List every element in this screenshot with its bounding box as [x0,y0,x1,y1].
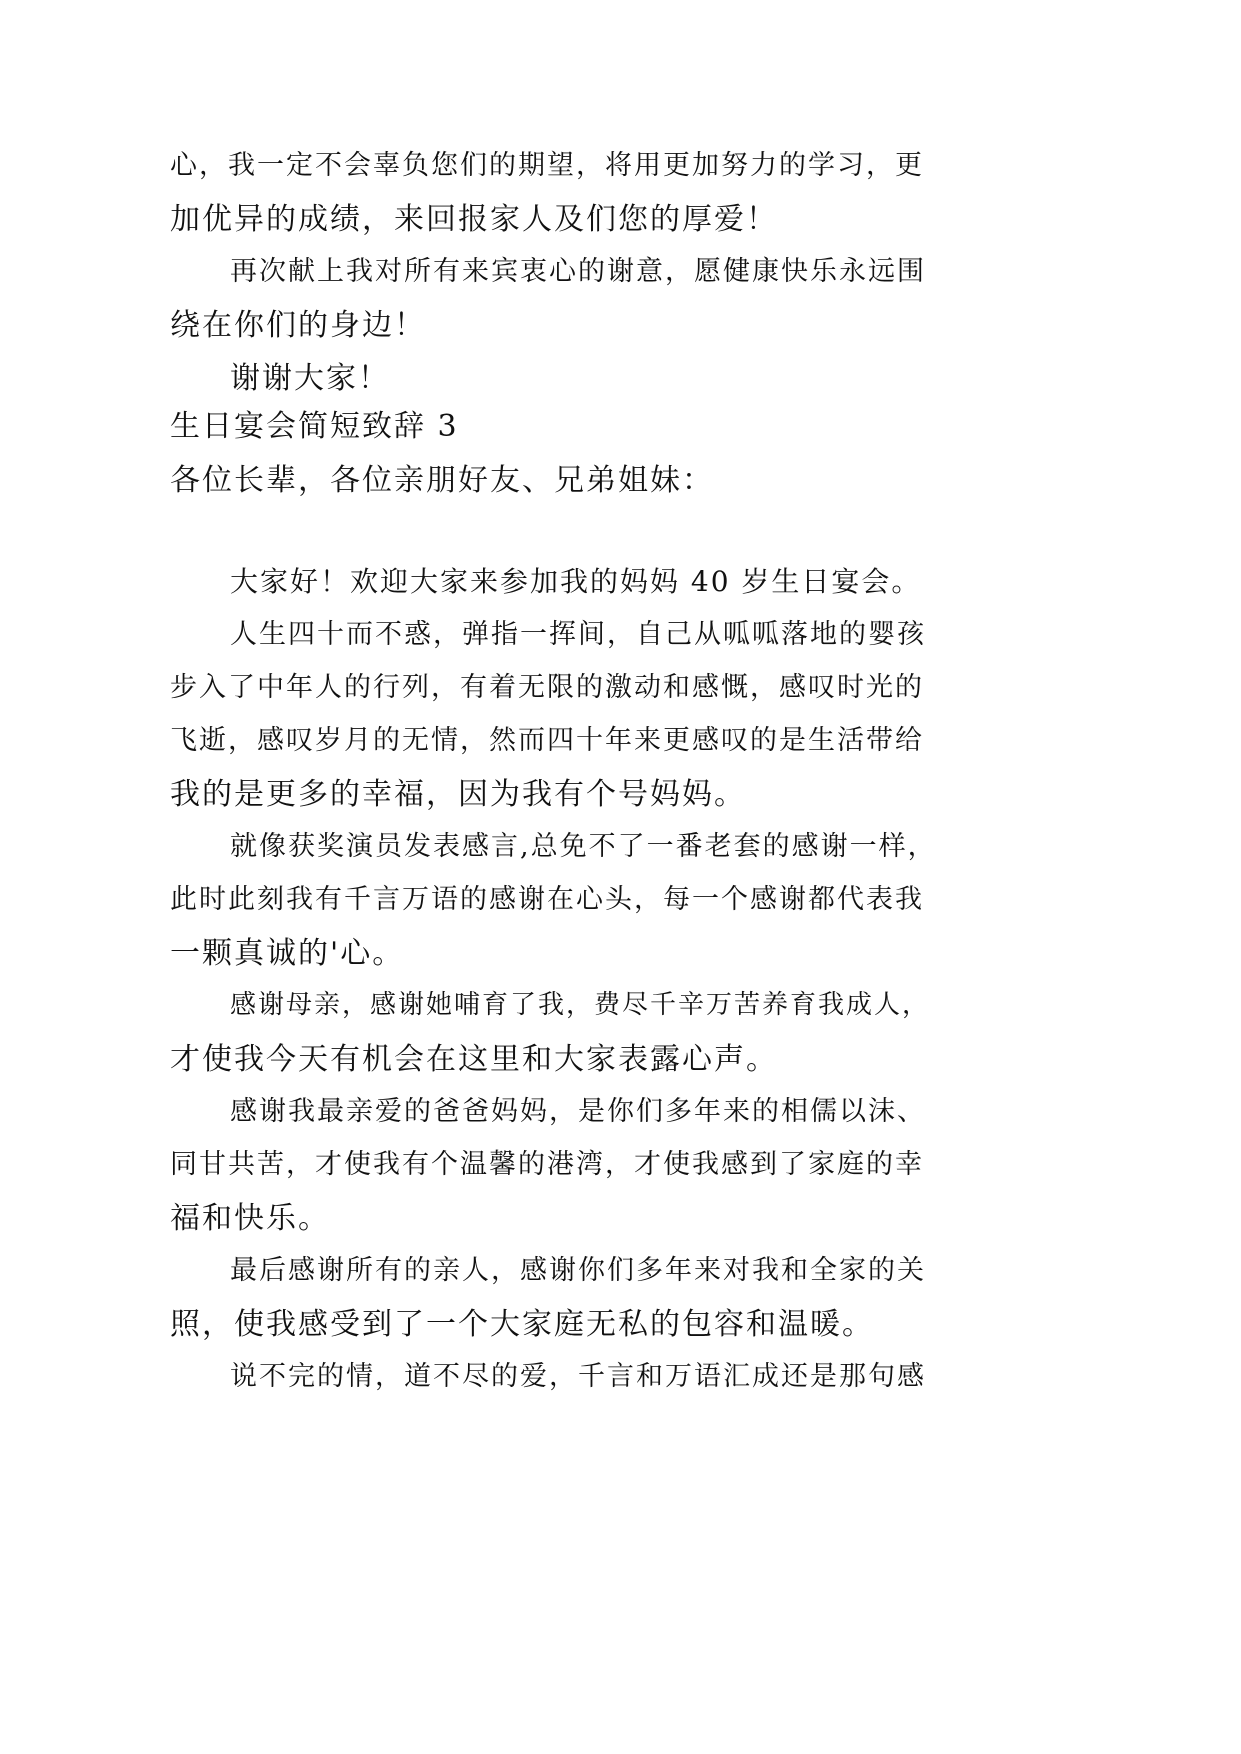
text-line: 此时此刻我有千言万语的感谢在心头，每一个感谢都代表我 [170,884,924,915]
text-line: 同甘共苦，才使我有个温馨的港湾，才使我感到了家庭的幸 [170,1149,924,1180]
text-line: 谢谢大家！ [230,361,390,396]
text-line: 最后感谢所有的亲人，感谢你们多年来对我和全家的关 [230,1255,926,1286]
text-line: 大家好！欢迎大家来参加我的妈妈 40 岁生日宴会。 [230,565,922,598]
text-line: 加优异的成绩，来回报家人及们您的厚爱！ [170,202,778,237]
section-heading: 生日宴会简短致辞 3 [170,409,459,444]
text-line: 人生四十而不惑，弹指一挥间，自己从呱呱落地的婴孩 [230,619,926,650]
text-line: 感谢我最亲爱的爸爸妈妈，是你们多年来的相儒以沫、 [230,1096,926,1127]
text-line: 说不完的情，道不尽的爱，千言和万语汇成还是那句感 [230,1361,926,1392]
text-line: 才使我今天有机会在这里和大家表露心声。 [170,1042,778,1077]
text-line: 感谢母亲，感谢她哺育了我，费尽千辛万苦养育我成人， [230,990,931,1020]
text-line: 绕在你们的身边！ [170,308,426,343]
text-line: 飞逝，感叹岁月的无情，然而四十年来更感叹的是生活带给 [170,725,924,756]
text-line: 心，我一定不会辜负您们的期望，将用更加努力的学习，更 [170,150,924,181]
salutation: 各位长辈，各位亲朋好友、兄弟姐妹： [170,463,714,498]
text-line: 我的是更多的幸福，因为我有个号妈妈。 [170,777,746,812]
text-line: 福和快乐。 [170,1201,330,1236]
text-line: 就像获奖演员发表感言,总免不了一番老套的感谢一样， [230,831,937,862]
text-line: 再次献上我对所有来宾衷心的谢意，愿健康快乐永远围 [230,256,926,287]
text-line: 步入了中年人的行列，有着无限的激动和感慨，感叹时光的 [170,672,924,703]
text-line: 照，使我感受到了一个大家庭无私的包容和温暖。 [170,1307,874,1342]
text-line: 一颗真诚的'心。 [170,936,405,971]
